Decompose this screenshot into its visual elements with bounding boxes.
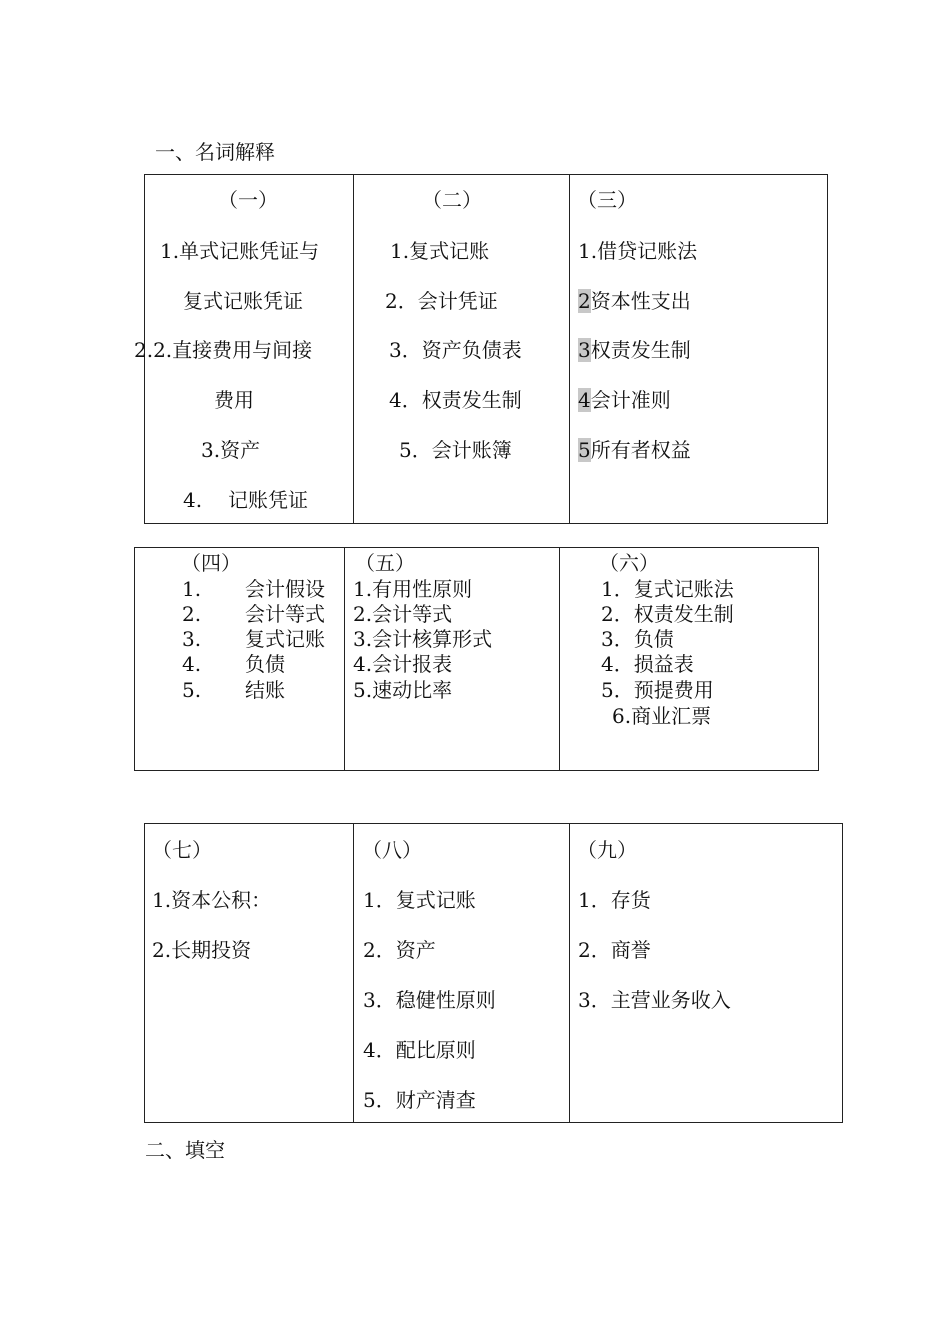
list-item: 2．权责发生制 (601, 602, 734, 626)
list-item: 结账 (245, 678, 285, 702)
cell-header: （二） (422, 188, 482, 212)
list-item-number: 5. (182, 678, 202, 702)
cell-header: （一） (218, 188, 278, 212)
list-item: 复式记账凭证 (183, 289, 303, 313)
list-item: 5．预提费用 (601, 678, 714, 702)
list-item-number: 4. (183, 488, 203, 512)
list-item: 会计等式 (245, 602, 325, 626)
list-item: 3.资产 (201, 438, 261, 462)
list-item: 2．会计凭证 (385, 289, 498, 313)
list-item: 5.速动比率 (353, 678, 453, 702)
list-item: 4．损益表 (601, 652, 694, 676)
list-item: 会计假设 (245, 577, 325, 601)
list-item-number: 2. (182, 602, 202, 626)
list-item: 1.有用性原则 (353, 577, 473, 601)
list-item: 4会计准则 (578, 388, 671, 412)
cell-header: （三） (577, 188, 637, 212)
list-item: 4．配比原则 (363, 1038, 476, 1062)
list-item: 负债 (245, 652, 285, 676)
list-item: 3．主营业务收入 (578, 988, 731, 1012)
list-item: 5所有者权益 (578, 438, 691, 462)
list-item: 2.长期投资 (152, 938, 252, 962)
list-item: 记账凭证 (228, 488, 308, 512)
list-item: 4.会计报表 (353, 652, 453, 676)
cell-header: （八） (362, 838, 422, 862)
section-title-definitions: 一、名词解释 (155, 140, 275, 164)
list-item: 2资本性支出 (578, 289, 691, 313)
table-3-cell-2 (353, 823, 570, 1123)
cell-header: （六） (599, 551, 659, 575)
list-item: 3．稳健性原则 (363, 988, 496, 1012)
list-item-number: 3. (182, 627, 202, 651)
cell-header: （九） (577, 838, 637, 862)
list-item: 1.复式记账 (390, 239, 490, 263)
list-item: 2.2.直接费用与间接 (134, 338, 313, 362)
list-item: 2.会计等式 (353, 602, 453, 626)
list-item: 3．资产负债表 (389, 338, 522, 362)
list-item: 3.会计核算形式 (353, 627, 493, 651)
list-item: 1．复式记账 (363, 888, 476, 912)
list-item: 3权责发生制 (578, 338, 691, 362)
list-item: 1.资本公积： (152, 888, 272, 912)
cell-header: （五） (355, 551, 415, 575)
table-3-cell-1 (144, 823, 354, 1123)
list-item: 5．财产清查 (363, 1088, 476, 1112)
table-3-cell-3 (569, 823, 843, 1123)
list-item: 1.借贷记账法 (578, 239, 698, 263)
list-item: 复式记账 (245, 627, 325, 651)
list-item: 费用 (214, 388, 254, 412)
list-item: 4．权责发生制 (389, 388, 522, 412)
highlighted-number: 4 (578, 388, 591, 412)
list-item: 1．存货 (578, 888, 651, 912)
list-item: 1.单式记账凭证与 (160, 239, 320, 263)
list-item: 1．复式记账法 (601, 577, 734, 601)
list-item-number: 4. (182, 652, 202, 676)
highlighted-number: 2 (578, 289, 591, 313)
list-item: 5．会计账簿 (399, 438, 512, 462)
cell-header: （四） (181, 551, 241, 575)
list-item: 3．负债 (601, 627, 674, 651)
section-title-fill-in: 二、填空 (145, 1138, 225, 1162)
highlighted-number: 5 (578, 438, 591, 462)
list-item: 6.商业汇票 (612, 704, 712, 728)
list-item-number: 1. (182, 577, 202, 601)
list-item: 2．资产 (363, 938, 436, 962)
highlighted-number: 3 (578, 338, 591, 362)
cell-header: （七） (152, 838, 212, 862)
list-item: 2．商誉 (578, 938, 651, 962)
